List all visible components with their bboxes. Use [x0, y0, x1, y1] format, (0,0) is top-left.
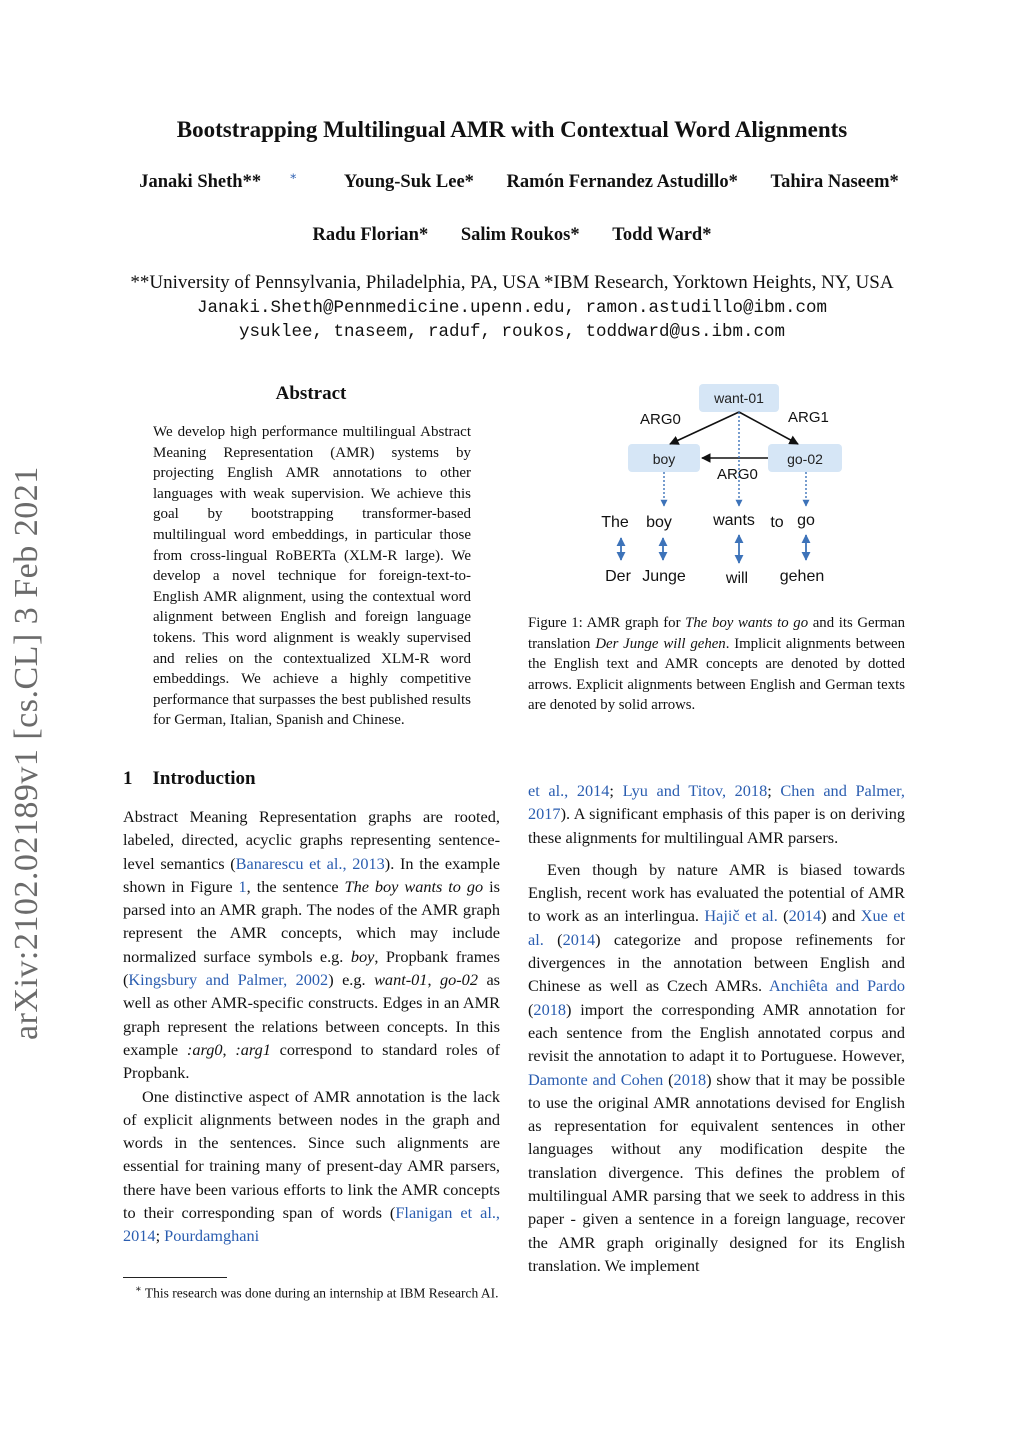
text-run: Abstract Meaning Representation graphs are rooted, labeled, directed, acyclic graphs representing sentence-level semantics ( [123, 807, 500, 873]
right-paragraph-2 [528, 858, 905, 1277]
text-run: want-01 [374, 970, 428, 990]
de-word-gehen: gehen [779, 568, 825, 585]
text-run: and its German translation [528, 615, 905, 652]
node-want-01-label: want-01 [714, 390, 764, 406]
edge-label-arg0-top: ARG0 [640, 411, 681, 428]
author-2: Young-Suk Lee* [343, 172, 474, 193]
author-5: Radu Florian* [312, 225, 429, 245]
text-run: ( [528, 999, 534, 1019]
en-word-go: go [797, 512, 815, 529]
paper-title: Bootstrapping Multilingual AMR with Contextual Word Alignments [176, 117, 848, 142]
left-column [123, 805, 500, 1248]
text-run: ( [663, 1069, 674, 1089]
text-run: , the sentence [246, 876, 345, 896]
en-word-to: to [770, 514, 784, 531]
text-run: ) and [821, 906, 861, 926]
author-1-mark: ∗ [289, 169, 298, 183]
text-run: , [427, 970, 440, 990]
text-run: ( [543, 929, 563, 949]
text-run: , [222, 1039, 236, 1059]
abstract-heading: Abstract [275, 383, 347, 404]
de-word-der: Der [605, 568, 631, 585]
footnote-mark: ∗ [135, 1284, 142, 1295]
text-run: ). A significant emphasis of this paper is on deriving these alignments for multilingual AMR parsers. [528, 804, 905, 847]
citation-link[interactable]: 2018 [533, 999, 566, 1019]
citation-link[interactable]: Xue et al. [528, 906, 905, 949]
text-run: ; [767, 781, 781, 800]
text-run: ( [777, 906, 789, 926]
text-run: , Propbank frames ( [123, 946, 500, 990]
author-6: Salim Roukos* [460, 225, 580, 245]
text-run: ; [155, 1226, 165, 1246]
citation-link[interactable]: Damonte and Cohen [528, 1069, 664, 1089]
footnote-text: This research was done during an internship at IBM Research AI. [141, 1285, 499, 1301]
text-run: ) show that it may be possible to use the original AMR annotations devised for English as representation for equivalent sentences in other languages without any modification despite the translation divergence. This defines the problem of multilingual AMR parsing that we seek to address in this paper - given a sentence in a foreign language, recover the AMR graph originally designed for its English translation. We implement [528, 1069, 905, 1275]
citation-link[interactable]: Flanigan et al., 2014 [123, 1203, 501, 1246]
text-run: The boy wants to go [344, 876, 484, 896]
intro-paragraph-1 [123, 805, 500, 1085]
citation-link[interactable]: 2014 [562, 929, 596, 949]
node-go-02-label: go-02 [787, 451, 823, 467]
author-7: Todd Ward* [612, 225, 712, 245]
section-heading-introduction [123, 768, 256, 790]
text-run: is parsed into an AMR graph. The nodes of the AMR graph represent the AMR concepts, which may include normalized surface symbols e.g. [123, 876, 500, 966]
authors-row-2 [0, 225, 1024, 246]
citation-link[interactable]: et al., 2014 [528, 781, 610, 800]
intro-paragraph-2 [123, 1085, 500, 1248]
right-paragraph-1 [528, 779, 905, 849]
abstract-text: We develop high performance multilingual Abstract Meaning Representation (AMR) systems by projecting English AMR annotations to other languages with weak supervision. We achieve this goal by bootstrapping transformer-based multilingual word embeddings, in particular those from cross-lingual RoBERTa (XLM-R large). We develop a novel technique for foreign-text-to-English AMR alignment, using the contextual word alignment between English and foreign language tokens. This word alignment is weakly supervised and relies on the contextualized XLM-R word embeddings. We achieve a highly competitive performance that surpasses the best published results for German, Italian, Spanish and Chinese. [153, 424, 471, 729]
text-run: boy [350, 946, 375, 966]
text-run: as well as other AMR-specific constructs. Edges in an AMR graph represent the relations between concepts. In this example [123, 970, 501, 1059]
citation-link[interactable]: 2014 [788, 906, 822, 926]
text-run: Figure 1: AMR graph for [528, 615, 686, 631]
text-run: ) categorize and propose refinements for divergences in the annotation between English and Chinese as well as Czech AMRs. [528, 929, 906, 996]
author-1: Janaki Sheth** ∗ [139, 169, 298, 193]
text-run: ). In the example shown in Figure [123, 853, 500, 896]
footnote [123, 1281, 500, 1302]
section-title: Introduction [152, 768, 256, 789]
author-3: Ramón Fernandez Astudillo* [506, 172, 738, 193]
en-word-boy: boy [646, 514, 672, 531]
citation-link[interactable]: Banarescu et al., 2013 [235, 853, 385, 873]
section-number: 1 [123, 768, 133, 789]
citation-link[interactable]: Lyu and Titov, 2018 [622, 781, 768, 800]
text-run: ; [609, 781, 623, 800]
author-4: Tahira Naseem* [770, 172, 899, 193]
citation-link[interactable]: Hajič et al. [704, 906, 778, 926]
text-run: :arg0 [186, 1039, 223, 1059]
citation-link[interactable]: Chen and Palmer, 2017 [528, 781, 905, 824]
figure-1-caption [528, 613, 905, 716]
citation-link[interactable]: Kingsbury and Palmer, 2002 [128, 970, 329, 990]
node-boy-label: boy [652, 451, 676, 467]
email-line-2: ysuklee, tnaseem, raduf, roukos, toddward@us.ibm.com [238, 322, 786, 342]
text-run: correspond to standard roles of Propbank. [123, 1039, 501, 1083]
citation-link[interactable]: Anchiêta and Pardo [769, 976, 905, 996]
citation-link[interactable]: 1 [238, 876, 247, 896]
text-run: Even though by nature AMR is biased towards English, recent work has evaluated the potential of AMR to work as an interlingua. [528, 859, 905, 926]
text-run: go-02 [439, 970, 478, 990]
de-word-will: will [725, 570, 749, 587]
de-word-junge: Junge [642, 568, 686, 585]
right-column [528, 779, 905, 1277]
en-word-wants: wants [713, 512, 755, 529]
authors-row-1 [0, 169, 1024, 193]
citation-link[interactable]: 2018 [673, 1069, 707, 1089]
text-run: . Implicit alignments between the English text and AMR concepts are denoted by dotted arrows. Explicit alignments between English and German texts are denoted by solid arrows. [528, 635, 905, 714]
figure-1-amr-graph [580, 380, 870, 595]
edge-label-arg1: ARG1 [788, 409, 829, 426]
email-line-1: Janaki.Sheth@Pennmedicine.upenn.edu, ramon.astudillo@ibm.com [196, 298, 828, 318]
text-run: One distinctive aspect of AMR annotation is the lack of explicit alignments between nodes in the graph and words in the sentences. Since such alignments are essential for training many of present-day AMR parsers, there have been various efforts to link the AMR concepts to their corresponding span of words ( [123, 1086, 500, 1223]
text-run: Der Junge will gehen [595, 635, 726, 652]
citation-link[interactable]: Pourdamghani [164, 1226, 260, 1246]
text-run: ) e.g. [328, 970, 375, 990]
footnote-rule [123, 1277, 227, 1278]
arxiv-identifier: arXiv:2102.02189v1 [cs.CL] 3 Feb 2021 [8, 466, 45, 1040]
text-run: :arg1 [235, 1039, 271, 1059]
text-run: The boy wants to go [685, 615, 809, 631]
en-word-the: The [601, 514, 629, 531]
affiliation: **University of Pennsylvania, Philadelphia, PA, USA *IBM Research, Yorktown Heights, NY, USA [130, 272, 894, 293]
text-run: ) import the corresponding AMR annotation for each sentence from the English annotated corpus and revisit the annotation to adapt it to Portuguese. However, [528, 999, 905, 1066]
edge-label-arg0-mid: ARG0 [717, 466, 758, 483]
